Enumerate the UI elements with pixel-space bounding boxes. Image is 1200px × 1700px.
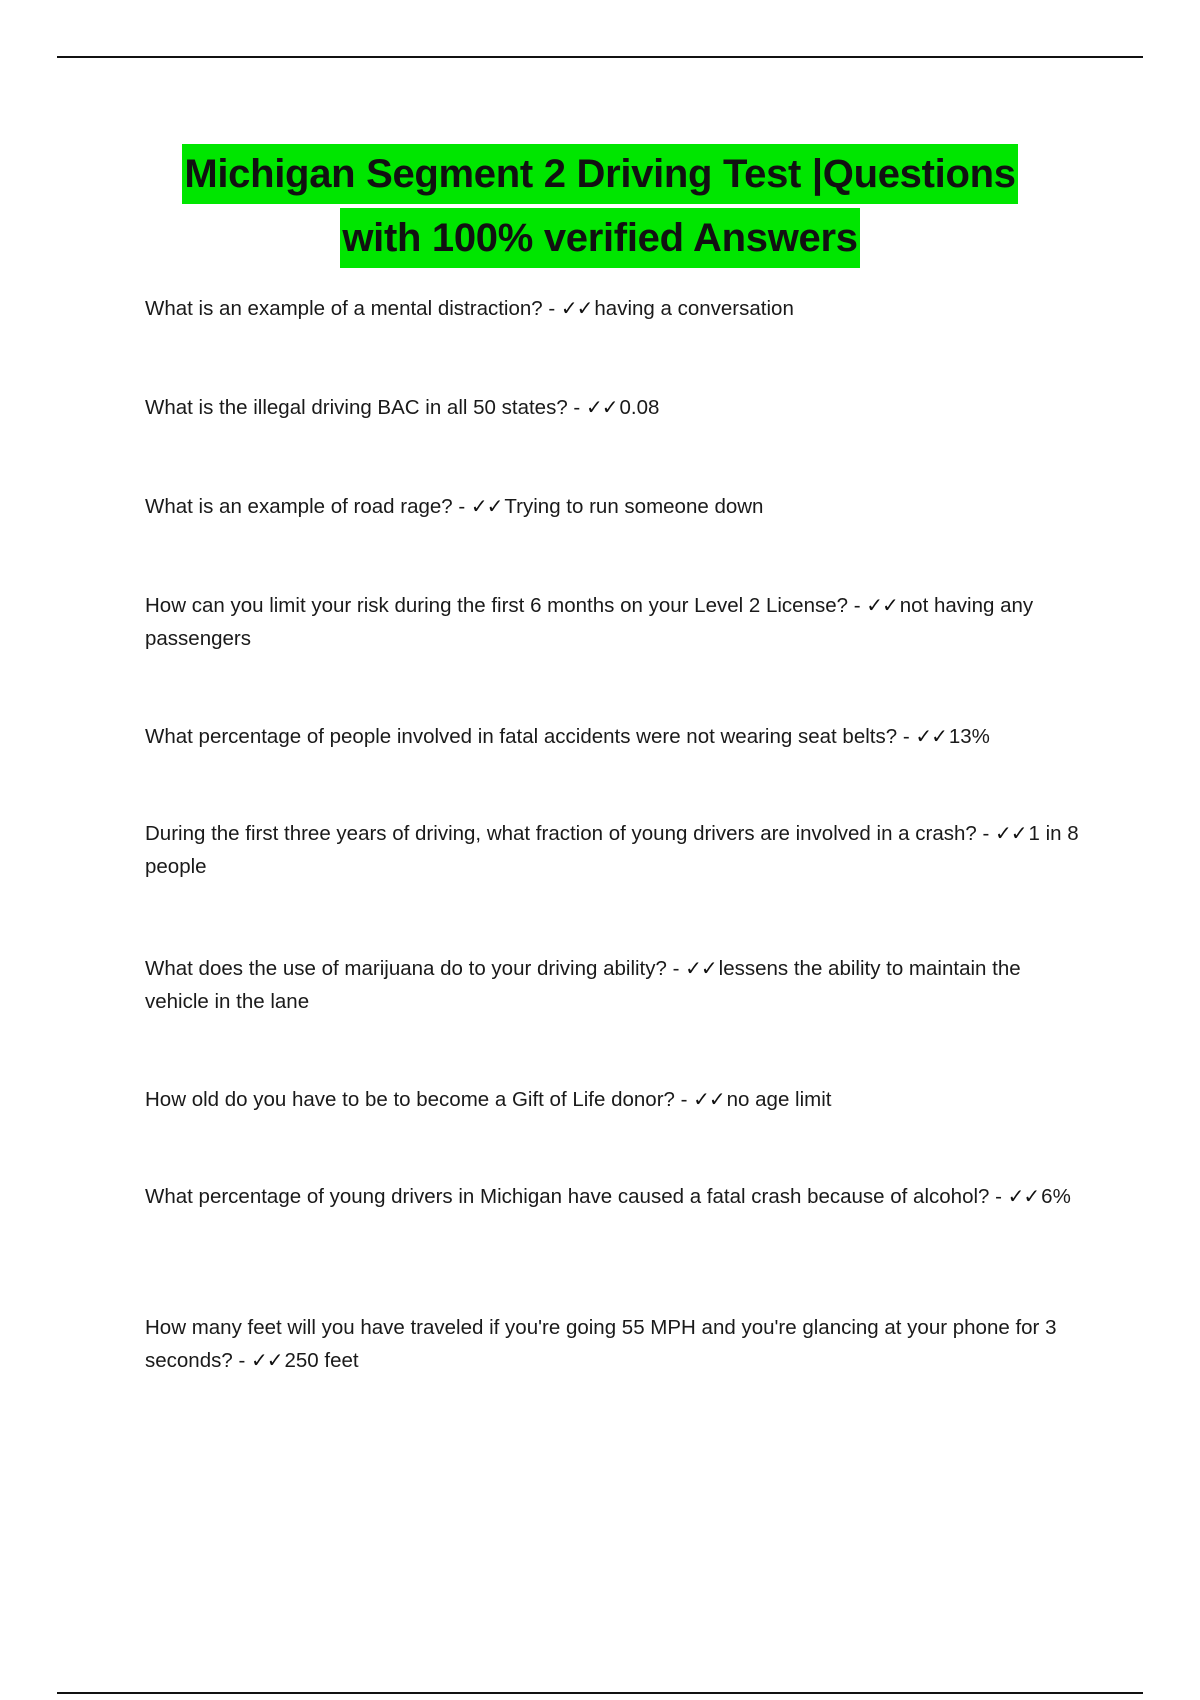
separator: - bbox=[674, 1088, 694, 1111]
qa-item bbox=[145, 292, 1090, 325]
question-text: What does the use of marijuana do to your driving ability? bbox=[145, 957, 667, 980]
answer-text: 1 in 8 people bbox=[145, 822, 1079, 878]
question-text: How many feet will you have traveled if you're going 55 MPH and you're glancing at your phone for 3 seconds? bbox=[145, 1316, 1057, 1372]
answer-text: no age limit bbox=[726, 1088, 832, 1111]
qa-item bbox=[145, 952, 1090, 1018]
question-text: What percentage of people involved in fatal accidents were not wearing seat belts? bbox=[145, 725, 898, 748]
double-check-icon: ✓✓ bbox=[470, 494, 503, 518]
double-check-icon: ✓✓ bbox=[560, 296, 593, 320]
question-text: What percentage of young drivers in Michigan have caused a fatal crash because of alcohol? bbox=[145, 1185, 990, 1208]
answer-text: lessens the ability to maintain the vehicle in the lane bbox=[145, 957, 1021, 1013]
qa-item bbox=[145, 1180, 1090, 1213]
separator: - bbox=[452, 495, 471, 518]
bottom-rule bbox=[57, 1692, 1143, 1694]
answer-text: having a conversation bbox=[594, 297, 794, 320]
double-check-icon: ✓✓ bbox=[685, 956, 717, 980]
qa-item bbox=[145, 1311, 1090, 1377]
question-text: How old do you have to be to become a Gift of Life donor? bbox=[145, 1088, 675, 1111]
separator: - bbox=[567, 396, 586, 419]
double-check-icon: ✓✓ bbox=[250, 1348, 283, 1372]
separator: - bbox=[989, 1185, 1008, 1208]
qa-item bbox=[145, 1083, 1090, 1116]
double-check-icon: ✓✓ bbox=[1007, 1184, 1040, 1208]
separator: - bbox=[897, 725, 916, 748]
question-text: What is the illegal driving BAC in all 50 states? bbox=[145, 396, 568, 419]
double-check-icon: ✓✓ bbox=[585, 395, 618, 419]
title-line-1: Michigan Segment 2 Driving Test |Questions bbox=[182, 144, 1017, 204]
answer-text: Trying to run someone down bbox=[504, 495, 764, 518]
qa-item bbox=[145, 720, 1090, 753]
qa-item bbox=[145, 490, 1090, 523]
question-text: How can you limit your risk during the first 6 months on your Level 2 License? bbox=[145, 594, 849, 617]
question-text: During the first three years of driving, what fraction of young drivers are involved in a crash? bbox=[145, 822, 977, 845]
separator: - bbox=[542, 297, 561, 320]
answer-text: 13% bbox=[948, 725, 990, 748]
separator: - bbox=[848, 594, 867, 617]
answer-text: 6% bbox=[1041, 1185, 1071, 1208]
qa-item bbox=[145, 817, 1090, 883]
answer-text: 250 feet bbox=[284, 1349, 359, 1372]
qa-item bbox=[145, 391, 1090, 424]
question-text: What is an example of a mental distraction? bbox=[145, 297, 543, 320]
qa-item bbox=[145, 589, 1090, 655]
separator: - bbox=[232, 1349, 251, 1372]
title-line-2: with 100% verified Answers bbox=[340, 208, 859, 268]
double-check-icon: ✓✓ bbox=[915, 724, 947, 748]
answer-text: not having any passengers bbox=[145, 594, 1034, 650]
double-check-icon: ✓✓ bbox=[693, 1087, 725, 1111]
separator: - bbox=[666, 957, 686, 980]
double-check-icon: ✓✓ bbox=[995, 821, 1027, 845]
double-check-icon: ✓✓ bbox=[866, 593, 898, 617]
separator: - bbox=[976, 822, 996, 845]
question-text: What is an example of road rage? bbox=[145, 495, 453, 518]
answer-text: 0.08 bbox=[619, 396, 660, 419]
